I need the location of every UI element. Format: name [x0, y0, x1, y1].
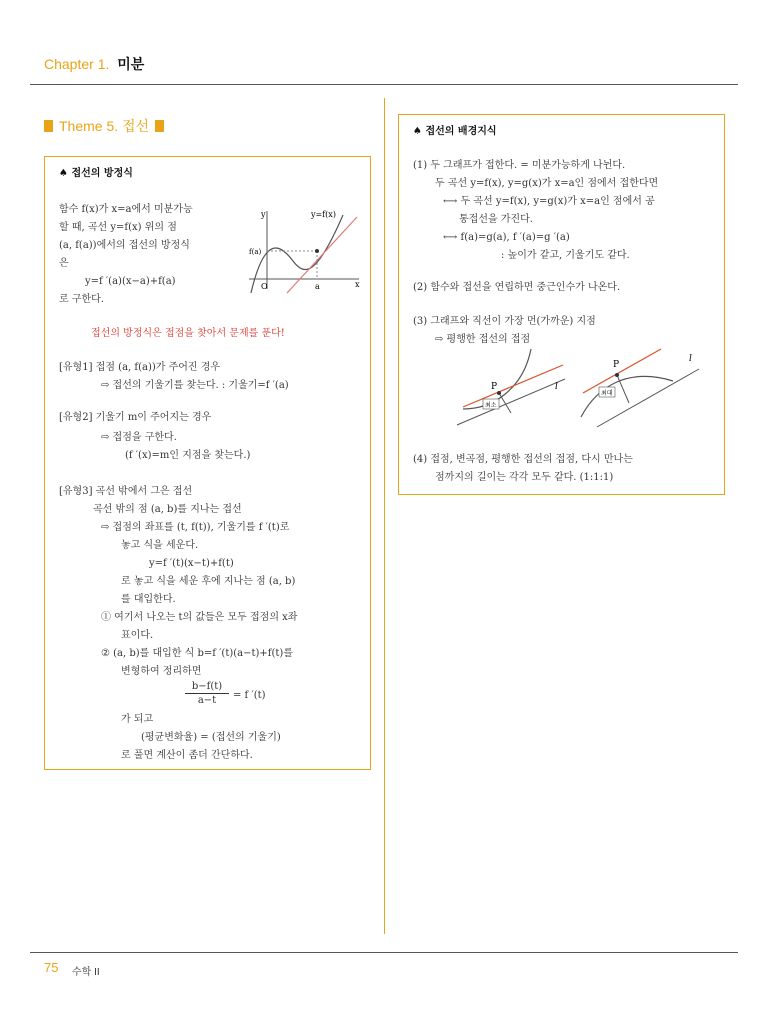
type3-line: 표이다. — [121, 630, 154, 641]
min-distance-figure — [453, 349, 573, 431]
type3-title: [유형3] 곡선 밖에서 그은 접선 — [59, 486, 193, 497]
l-label: l — [689, 354, 692, 364]
type2-line: (f ′(x)=m인 지점을 찾는다.) — [125, 450, 251, 461]
l-label: l — [555, 382, 558, 392]
type2-title: [유형2] 기울기 m이 주어지는 경우 — [59, 412, 212, 423]
type3-line: 를 대입한다. — [121, 594, 176, 605]
item4-line: (4) 접점, 변곡점, 평행한 접선의 접점, 다시 만나는 — [413, 454, 633, 465]
type3-line: 변형하여 정리하면 — [121, 666, 202, 677]
column-divider — [384, 98, 385, 934]
item1-line: 통접선을 가진다. — [459, 214, 533, 225]
min-label: 최소 — [485, 402, 497, 409]
type1-line: ⇨ 접선의 기울기를 찾는다. : 기울기=f ′(a) — [101, 380, 289, 391]
chapter-header — [44, 54, 144, 74]
item1-line: ⟷ f(a)=g(a), f ′(a)=g ′(a) — [443, 232, 570, 243]
intro-line: (a, f(a))에서의 접선의 방정식 — [59, 240, 190, 251]
theme-label: Theme 5. 접선 — [59, 118, 150, 134]
p-label: P — [491, 382, 498, 392]
item1-line: 두 곡선 y=f(x), y=g(x)가 x=a인 점에서 접한다면 — [435, 178, 659, 189]
type3-line: ⇨ 접점의 좌표를 (t, f(t)), 기울기를 f ′(t)로 — [101, 522, 290, 533]
page-number: 75 — [44, 960, 59, 975]
max-label: 최대 — [601, 390, 613, 397]
tangent-background-box — [398, 114, 725, 495]
y-axis-label: y — [261, 210, 266, 219]
fraction-denominator: a−t — [197, 695, 217, 706]
item3-line: ⇨ 평행한 접선의 접점 — [435, 334, 531, 345]
type3-line: 곡선 밖의 점 (a, b)를 지나는 접선 — [93, 504, 242, 515]
book-title: 수학 II — [72, 967, 100, 978]
fa-label: f(a) — [249, 248, 262, 256]
intro-line: 로 구한다. — [59, 294, 104, 305]
tangent-graph — [247, 205, 363, 295]
tangent-formula: y=f ′(a)(x−a)+f(a) — [85, 276, 176, 287]
item4-line: 점까지의 길이는 각각 모두 같다. (1:1:1) — [435, 472, 614, 483]
right-heading: ♠ 접선의 배경지식 — [413, 126, 497, 137]
max-distance-figure — [577, 347, 705, 431]
fraction-numerator: b−f(t) — [191, 681, 223, 692]
type3-line: 로 놓고 식을 세운 후에 지나는 점 (a, b) — [121, 576, 296, 587]
chapter-subject: 미분 — [117, 56, 145, 72]
key-point: 접선의 방정식은 접점을 찾아서 문제를 푼다! — [91, 328, 285, 339]
fraction-bar — [185, 693, 229, 694]
theme-marker-left — [44, 120, 53, 132]
slope-fraction — [185, 681, 229, 706]
tangent-equation-box — [44, 156, 371, 770]
type3-formula: y=f ′(t)(x−t)+f(t) — [149, 558, 234, 569]
type3-tail: 가 되고 — [121, 714, 154, 725]
item1-line: (1) 두 그래프가 접한다. = 미분가능하게 나뉜다. — [413, 160, 626, 171]
intro-line: 은 — [59, 258, 69, 269]
a-label: a — [315, 282, 320, 291]
theme-title — [44, 116, 164, 136]
item1-line: ⟷ 두 곡선 y=f(x), y=g(x)가 x=a인 점에서 공 — [443, 196, 655, 207]
type3-line: ① 여기서 나오는 t의 값들은 모두 접점의 x좌 — [101, 612, 298, 623]
intro-line: 함수 f(x)가 x=a에서 미분가능 — [59, 204, 193, 215]
curve-label: y=f(x) — [311, 210, 336, 219]
item1-line: : 높이가 같고, 기울기도 같다. — [501, 250, 630, 261]
fraction-rhs: = f ′(t) — [233, 690, 266, 701]
footer-rule — [30, 952, 738, 953]
origin-label: O — [261, 282, 268, 291]
item2-line: (2) 함수와 접선을 연립하면 중근인수가 나온다. — [413, 282, 621, 293]
theme-marker-right — [155, 120, 164, 132]
type1-title: [유형1] 접점 (a, f(a))가 주어진 경우 — [59, 362, 221, 373]
intro-line: 할 때, 곡선 y=f(x) 위의 점 — [59, 222, 177, 233]
p-label: P — [613, 360, 620, 370]
type3-line: ② (a, b)를 대입한 식 b=f ′(t)(a−t)+f(t)를 — [101, 648, 293, 659]
header-rule — [30, 84, 738, 85]
x-axis-label: x — [355, 280, 360, 289]
type2-line: ⇨ 접점을 구한다. — [101, 432, 177, 443]
type3-tail: 로 풀면 계산이 좀더 간단하다. — [121, 750, 253, 761]
chapter-label: Chapter 1. — [44, 56, 110, 72]
left-heading: ♠ 접선의 방정식 — [59, 168, 133, 179]
item3-line: (3) 그래프와 직선이 가장 먼(가까운) 지점 — [413, 316, 596, 327]
type3-line: 놓고 식을 세운다. — [121, 540, 199, 551]
type3-tail: (평균변화율) = (접선의 기울기) — [141, 732, 281, 743]
